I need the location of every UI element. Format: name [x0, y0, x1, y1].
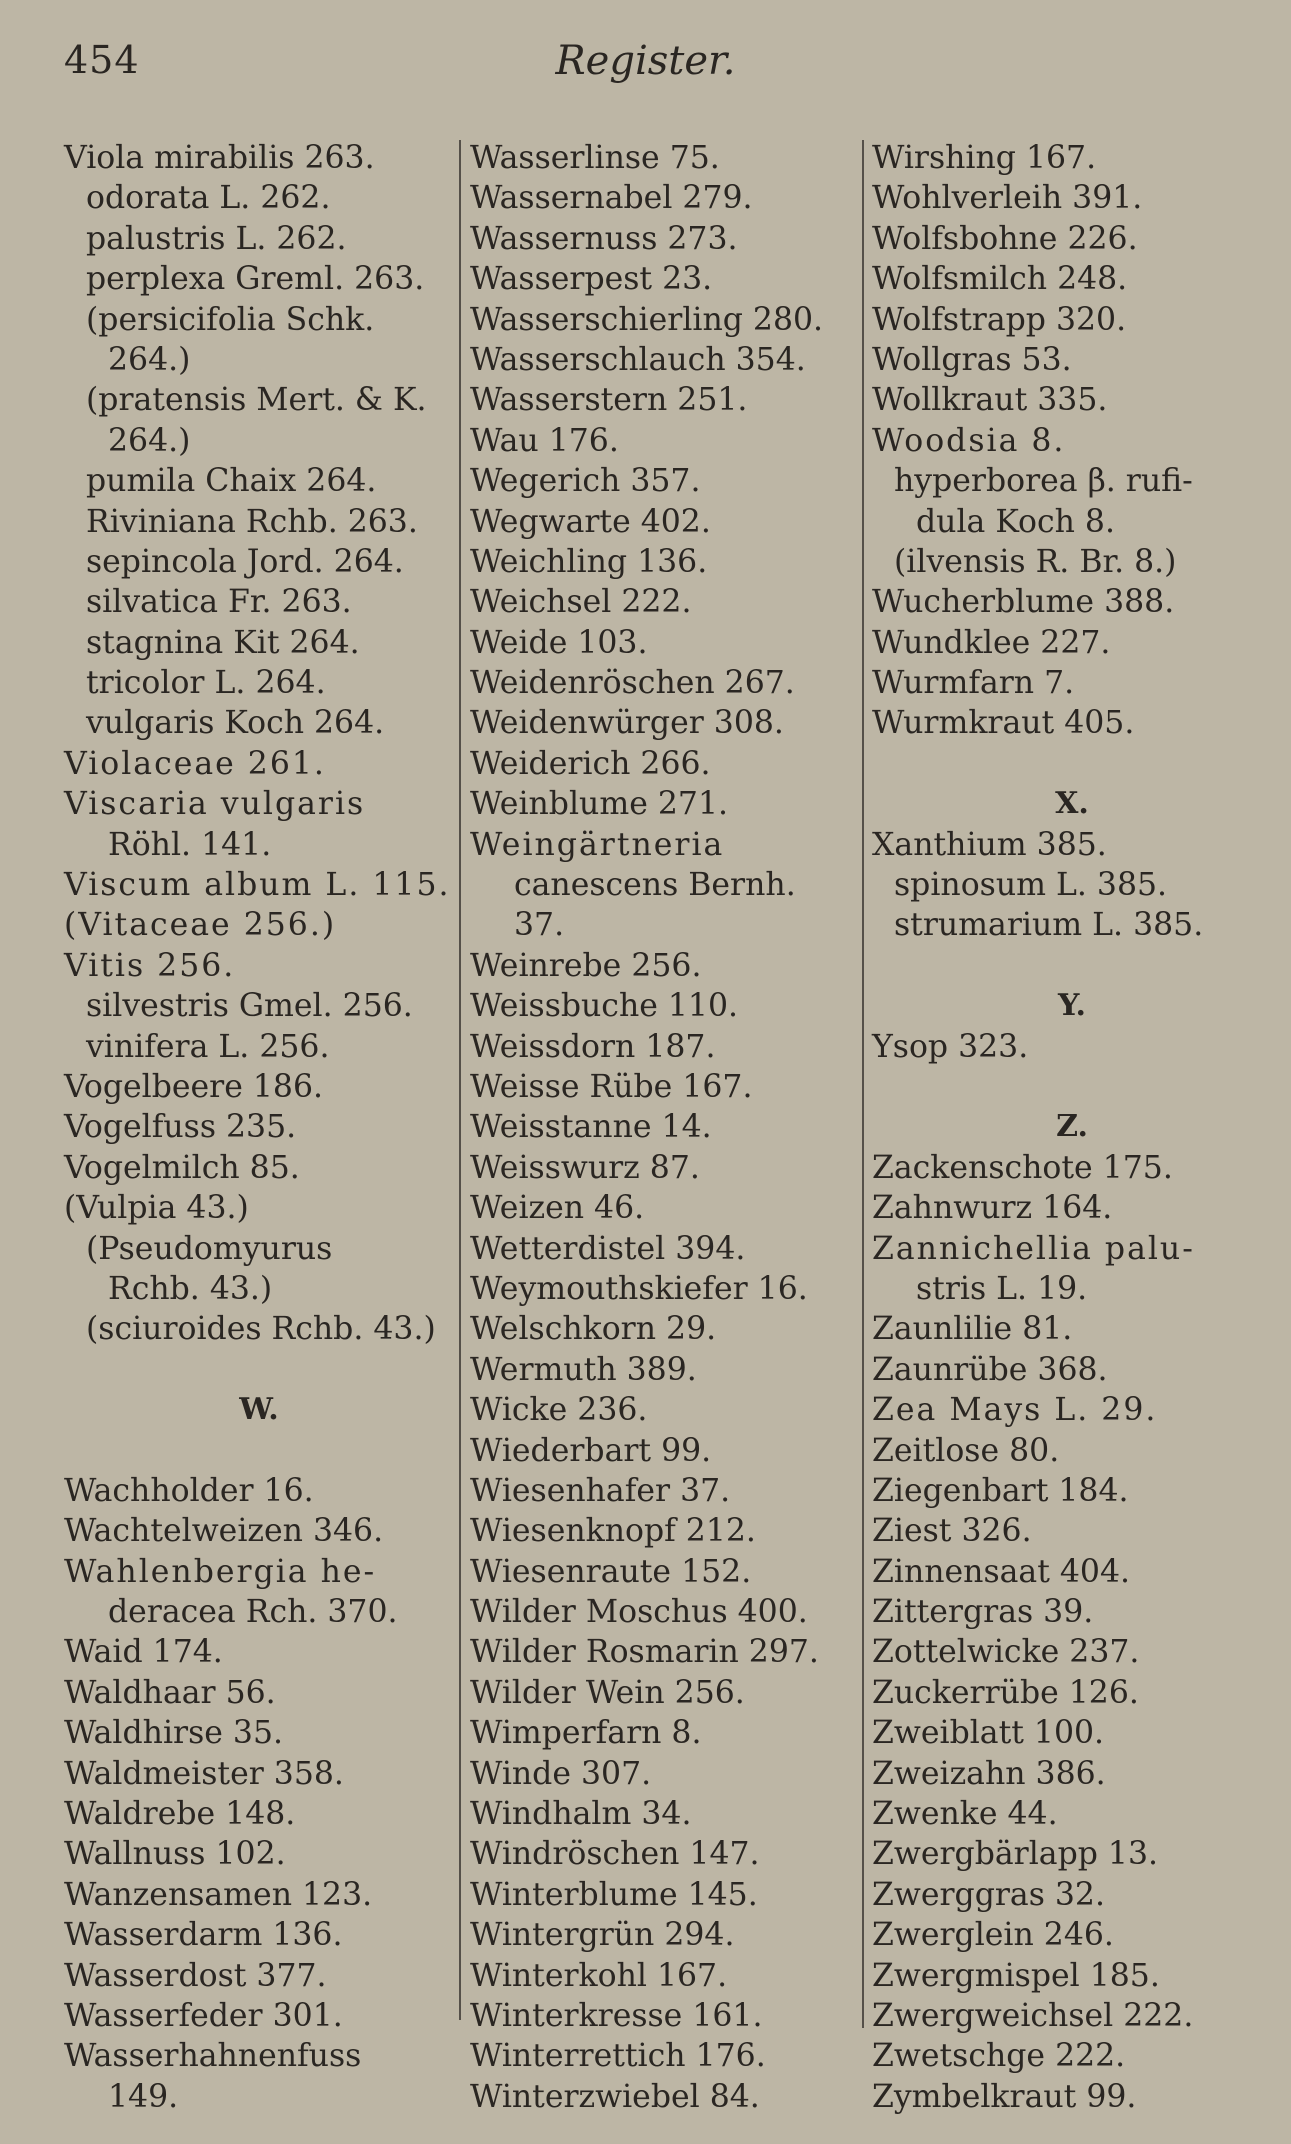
index-entry: (ilvensis R. Br. 8.): [894, 543, 1177, 580]
index-entry: spinosum L. 385.: [894, 867, 1168, 904]
index-entry: Zweiblatt 100.: [872, 1715, 1105, 1752]
index-entry: Wetterdistel 394.: [470, 1230, 746, 1267]
index-entry: Ziest 326.: [872, 1513, 1032, 1550]
index-entry: Zottelwicke 237.: [872, 1634, 1140, 1671]
index-entry: Wurmfarn 7.: [872, 665, 1075, 702]
index-entry: Weingärtneria: [470, 826, 725, 863]
index-entry: Wimperfarn 8.: [470, 1715, 702, 1752]
index-entry: Vitis 256.: [64, 947, 236, 984]
index-entry: Winterkresse 161.: [470, 1997, 763, 2034]
index-entry: silvestris Gmel. 256.: [86, 988, 413, 1025]
index-entry: Riviniana Rchb. 263.: [86, 503, 418, 540]
index-entry: Wintergrün 294.: [470, 1917, 735, 1954]
index-entry: Wasserdarm 136.: [64, 1917, 343, 1954]
index-entry: Wirshing 167.: [872, 140, 1097, 176]
index-entry: Wasserlinse 75.: [470, 140, 720, 176]
index-entry: Wasserdost 377.: [64, 1957, 327, 1994]
index-entry: hyperborea β. rufi-: [894, 463, 1193, 500]
index-column-3: [872, 138, 1272, 2117]
index-entry: Zwerggras 32.: [872, 1876, 1105, 1913]
index-entry: Weissdorn 187.: [470, 1028, 716, 1065]
index-entry: Zeitlose 80.: [872, 1432, 1060, 1469]
index-entry: Viscum album L. 115.: [64, 867, 451, 904]
index-entry: (sciuroides Rchb. 43.): [86, 1311, 436, 1348]
column-divider: [459, 140, 461, 2020]
letter-heading: W.: [239, 1392, 279, 1428]
index-entry: Waldmeister 358.: [64, 1755, 344, 1792]
index-entry: Viscaria vulgaris: [64, 786, 366, 823]
index-entry: Welschkorn 29.: [470, 1311, 717, 1348]
index-entry: stagnina Kit 264.: [86, 624, 360, 661]
index-entry: Winde 307.: [470, 1755, 652, 1792]
index-entry: Wiederbart 99.: [470, 1432, 712, 1469]
index-entry: Zaunrübe 368.: [872, 1351, 1108, 1388]
index-entry: Weiderich 266.: [470, 745, 711, 782]
index-entry: perplexa Greml. 263.: [86, 261, 425, 298]
column-divider: [862, 140, 864, 2028]
index-entry: Weichling 136.: [470, 543, 708, 580]
index-entry: odorata L. 262.: [86, 180, 331, 217]
index-entry: Vogelfuss 235.: [64, 1109, 297, 1146]
index-entry: Weidenwürger 308.: [470, 705, 784, 742]
index-entry: Wollgras 53.: [872, 341, 1072, 378]
index-entry: Wohlverleih 391.: [872, 180, 1143, 217]
index-entry: 264.): [108, 422, 191, 459]
index-entry: Waid 174.: [64, 1634, 223, 1671]
index-entry: Wachtelweizen 346.: [64, 1513, 384, 1550]
index-entry: Zymbelkraut 99.: [872, 2078, 1137, 2115]
index-entry: Weizen 46.: [470, 1190, 645, 1227]
index-entry: Zwergmispel 185.: [872, 1957, 1160, 1994]
index-entry: Windröschen 147.: [470, 1836, 760, 1873]
index-entry: deracea Rch. 370.: [108, 1594, 398, 1631]
spacer: [64, 1350, 454, 1390]
spacer: [872, 946, 1272, 986]
index-entry: Wahlenbergia he-: [64, 1553, 377, 1590]
index-column-1: [64, 138, 454, 2117]
index-entry: Weinblume 271.: [470, 786, 728, 823]
letter-heading: X.: [1055, 786, 1089, 822]
index-entry: Waldhaar 56.: [64, 1674, 276, 1711]
index-entry: Wasserschlauch 354.: [470, 341, 806, 378]
index-entry: Wanzensamen 123.: [64, 1876, 373, 1913]
running-title: Register.: [555, 38, 736, 84]
index-entry: Waldhirse 35.: [64, 1715, 283, 1752]
index-entry: Zackenschote 175.: [872, 1149, 1173, 1186]
index-entry: pumila Chaix 264.: [86, 463, 377, 500]
index-entry: Wicke 236.: [470, 1392, 648, 1429]
index-entry: (pratensis Mert. & K.: [86, 382, 427, 419]
index-entry: Wegwarte 402.: [470, 503, 711, 540]
letter-heading: Y.: [1058, 988, 1086, 1024]
index-entry: Wassernabel 279.: [470, 180, 753, 217]
index-entry: Wiesenhafer 37.: [470, 1472, 731, 1509]
index-entry: Zea Mays L. 29.: [872, 1392, 1158, 1429]
index-entry: sepincola Jord. 264.: [86, 543, 404, 580]
index-entry: Wolfsbohne 226.: [872, 220, 1138, 257]
index-entry: Rchb. 43.): [108, 1270, 273, 1307]
index-entry: Wucherblume 388.: [872, 584, 1175, 621]
index-entry: Viola mirabilis 263.: [64, 140, 375, 176]
index-entry: 264.): [108, 341, 191, 378]
index-entry: Wiesenknopf 212.: [470, 1513, 756, 1550]
index-entry: Wolfsmilch 248.: [872, 261, 1128, 298]
index-entry: Wurmkraut 405.: [872, 705, 1135, 742]
index-entry: Wilder Wein 256.: [470, 1674, 745, 1711]
index-entry: Zahnwurz 164.: [872, 1190, 1113, 1227]
index-entry: Vogelbeere 186.: [64, 1068, 323, 1105]
index-entry: Weisse Rübe 167.: [470, 1068, 753, 1105]
index-entry: Wasserfeder 301.: [64, 1997, 343, 2034]
index-entry: Röhl. 141.: [108, 826, 272, 863]
page-number: 454: [64, 38, 140, 82]
index-entry: (Vulpia 43.): [64, 1190, 249, 1227]
index-entry: Zinnensaat 404.: [872, 1553, 1130, 1590]
index-entry: Zwetschge 222.: [872, 2038, 1126, 2075]
index-entry: (persicifolia Schk.: [86, 301, 375, 338]
index-entry: Weinrebe 256.: [470, 947, 702, 984]
index-entry: Weymouthskiefer 16.: [470, 1270, 808, 1307]
index-entry: Wasserhahnenfuss: [64, 2038, 362, 2075]
index-entry: Wasserschierling 280.: [470, 301, 824, 338]
index-entry: Wundklee 227.: [872, 624, 1111, 661]
index-entry: vulgaris Koch 264.: [86, 705, 385, 742]
index-entry: Wollkraut 335.: [872, 382, 1108, 419]
index-entry: Wegerich 357.: [470, 463, 701, 500]
index-entry: dula Koch 8.: [916, 503, 1115, 540]
index-entry: Weide 103.: [470, 624, 648, 661]
page-header: [0, 38, 1291, 98]
index-column-2: [470, 138, 860, 2117]
index-entry: Wallnuss 102.: [64, 1836, 286, 1873]
index-entry: Weidenröschen 267.: [470, 665, 795, 702]
index-entry: palustris L. 262.: [86, 220, 347, 257]
index-entry: Waldrebe 148.: [64, 1796, 296, 1833]
index-entry: vinifera L. 256.: [86, 1028, 330, 1065]
index-entry: Weissbuche 110.: [470, 988, 739, 1025]
index-entry: Wau 176.: [470, 422, 619, 459]
index-entry: Wachholder 16.: [64, 1472, 314, 1509]
index-entry: Ziegenbart 184.: [872, 1472, 1129, 1509]
index-entry: Zwergbärlapp 13.: [872, 1836, 1159, 1873]
index-entry: Zwergweichsel 222.: [872, 1997, 1194, 2034]
index-entry: Wasserstern 251.: [470, 382, 748, 419]
index-entry: Wiesenraute 152.: [470, 1553, 752, 1590]
index-entry: Winterzwiebel 84.: [470, 2078, 760, 2115]
index-entry: Wolfstrapp 320.: [872, 301, 1127, 338]
index-entry: Weisswurz 87.: [470, 1149, 700, 1186]
index-entry: Xanthium 385.: [872, 826, 1107, 863]
index-entry: Weichsel 222.: [470, 584, 692, 621]
index-entry: canescens Bernh.: [514, 867, 796, 904]
index-entry: Vogelmilch 85.: [64, 1149, 300, 1186]
index-entry: stris L. 19.: [916, 1270, 1088, 1307]
index-entry: Zittergras 39.: [872, 1594, 1094, 1631]
index-entry: Wilder Rosmarin 297.: [470, 1634, 819, 1671]
index-entry: Winterrettich 176.: [470, 2038, 766, 2075]
index-entry: Winterkohl 167.: [470, 1957, 728, 1994]
spacer: [64, 1431, 454, 1471]
index-entry: Wassernuss 273.: [470, 220, 738, 257]
index-entry: Violaceae 261.: [64, 745, 326, 782]
index-entry: Wilder Moschus 400.: [470, 1594, 808, 1631]
index-entry: Zwenke 44.: [872, 1796, 1058, 1833]
index-entry: strumarium L. 385.: [894, 907, 1204, 944]
index-entry: Woodsia 8.: [872, 422, 1066, 459]
index-entry: silvatica Fr. 263.: [86, 584, 352, 621]
index-entry: Ysop 323.: [872, 1028, 1029, 1065]
index-entry: Wasserpest 23.: [470, 261, 713, 298]
spacer: [872, 744, 1272, 784]
index-entry: Zaunlilie 81.: [872, 1311, 1073, 1348]
index-entry: Windhalm 34.: [470, 1796, 692, 1833]
letter-heading: Z.: [1056, 1109, 1088, 1145]
index-entry: tricolor L. 264.: [86, 665, 326, 702]
index-entry: Zweizahn 386.: [872, 1755, 1106, 1792]
index-entry: Winterblume 145.: [470, 1876, 758, 1913]
index-entry: Weisstanne 14.: [470, 1109, 712, 1146]
index-entry: 37.: [514, 907, 565, 944]
index-entry: Zuckerrübe 126.: [872, 1674, 1139, 1711]
index-entry: Zannichellia palu-: [872, 1230, 1195, 1267]
index-entry: Zwerglein 246.: [872, 1917, 1114, 1954]
index-entry: (Vitaceae 256.): [64, 907, 337, 944]
spacer: [872, 1067, 1272, 1107]
index-entry: Wermuth 389.: [470, 1351, 697, 1388]
index-entry: 149.: [108, 2078, 179, 2115]
index-entry: (Pseudomyurus: [86, 1230, 333, 1267]
